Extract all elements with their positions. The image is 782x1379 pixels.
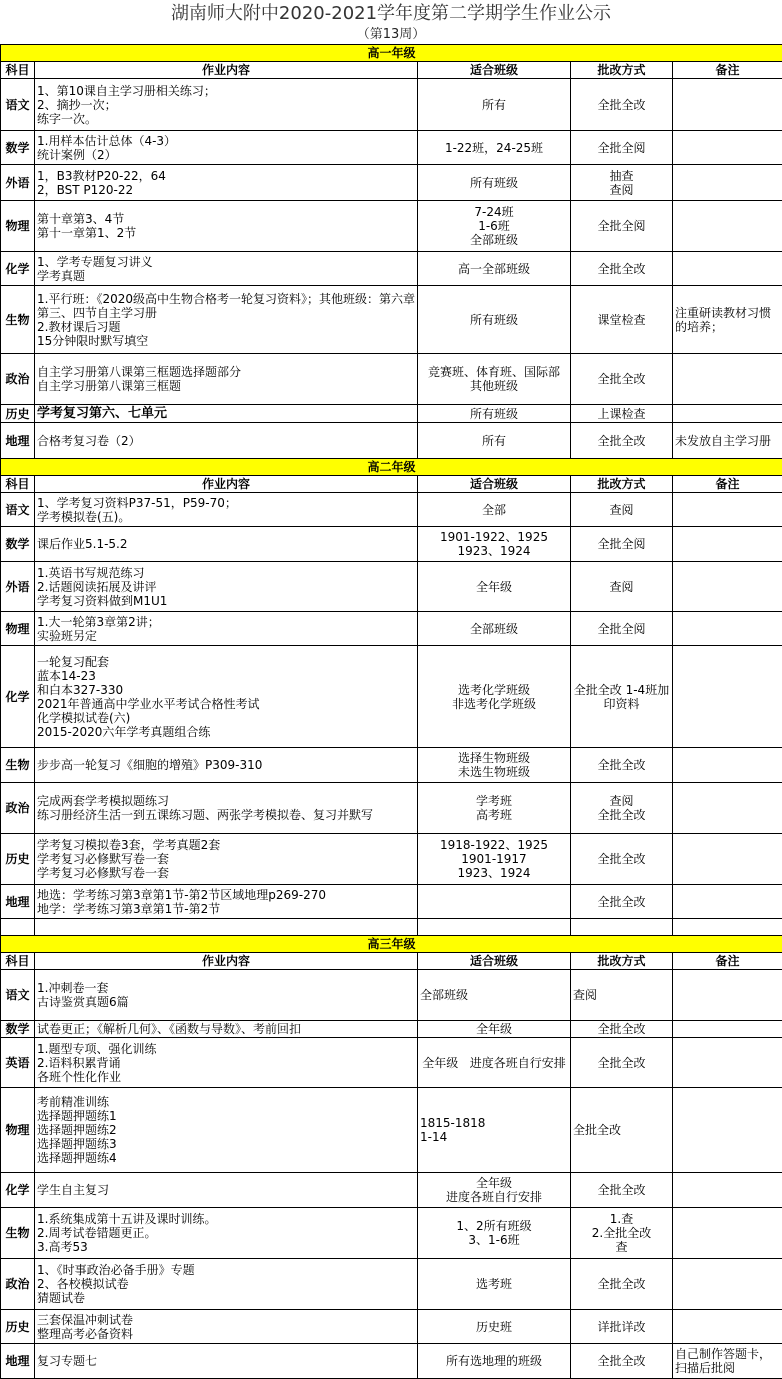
table-row (1, 423, 782, 459)
header-method: 批改方式 (571, 953, 673, 970)
note-cell: 自己制作答题卡，扫描后批阅 (673, 1344, 782, 1379)
subject-cell: 历史 (1, 405, 35, 423)
content-cell: 课后作业5.1-5.2 (35, 527, 418, 562)
method-cell: 课堂检查 (571, 286, 673, 354)
table-row (1, 1038, 782, 1088)
header-content: 作业内容 (35, 62, 418, 79)
note-cell: 注重研读教材习惯的培养； (673, 286, 782, 354)
subject-cell: 英语 (1, 1038, 35, 1088)
method-cell: 全批全改 (571, 252, 673, 286)
note-cell (673, 885, 782, 919)
note-cell (673, 1038, 782, 1088)
subject-cell: 生物 (1, 1208, 35, 1259)
note-cell (673, 252, 782, 286)
classes-cell: 1901-1922、1925 1923、1924 (418, 527, 571, 562)
classes-cell: 所有 (418, 79, 571, 131)
table-row (1, 1344, 782, 1379)
header-method: 批改方式 (571, 476, 673, 493)
table-row (1, 131, 782, 165)
content-cell: 试卷更正；《解析几何》、《函数与导数》、考前回扣 (35, 1021, 418, 1038)
content-cell: 学考复习模拟卷3套，学考真题2套 学考复习必修默写卷一套 学考复习必修默写卷一套 (35, 834, 418, 885)
note-cell (673, 612, 782, 646)
classes-cell: 1918-1922、1925 1901-1917 1923、1924 (418, 834, 571, 885)
classes-cell: 1、2所有班级 3、1-6班 (418, 1208, 571, 1259)
method-cell: 全批全改 1-4班加印资料 (571, 646, 673, 748)
header-row (1, 62, 782, 79)
classes-cell: 高一全部班级 (418, 252, 571, 286)
subject-cell: 生物 (1, 748, 35, 783)
classes-cell: 所有班级 (418, 405, 571, 423)
method-cell: 全批全阅 (571, 612, 673, 646)
classes-cell: 所有选地理的班级 (418, 1344, 571, 1379)
content-cell: 1、《时事政治必备手册》专题 2、各校模拟试卷 猜题试卷 (35, 1259, 418, 1310)
header-row (1, 476, 782, 493)
table-row (1, 1259, 782, 1310)
subject-cell: 外语 (1, 562, 35, 612)
note-cell (673, 748, 782, 783)
content-cell: 合格考复习卷（2） (35, 423, 418, 459)
subject-cell: 数学 (1, 1021, 35, 1038)
subject-cell: 化学 (1, 1173, 35, 1208)
method-cell: 查阅 (571, 562, 673, 612)
note-cell (673, 1310, 782, 1344)
table-row (1, 834, 782, 885)
subject-cell: 地理 (1, 423, 35, 459)
subject-cell: 数学 (1, 527, 35, 562)
method-cell: 全批全阅 (571, 131, 673, 165)
method-cell: 全批全改 (571, 79, 673, 131)
table-row (1, 1088, 782, 1173)
content-cell: 1、第10课自主学习册相关练习； 2、摘抄一次； 练字一次。 (35, 79, 418, 131)
subject-cell: 物理 (1, 1088, 35, 1173)
content-cell: 1、学考复习资料P37-51，P59-70； 学考模拟卷(五)。 (35, 493, 418, 527)
subject-cell: 化学 (1, 646, 35, 748)
content-cell: 步步高一轮复习《细胞的增殖》P309-310 (35, 748, 418, 783)
note-cell: 未发放自主学习册 (673, 423, 782, 459)
table-row (1, 1310, 782, 1344)
subject-cell: 外语 (1, 165, 35, 201)
header-classes: 适合班级 (418, 476, 571, 493)
method-cell: 全批全改 (571, 885, 673, 919)
classes-cell: 所有班级 (418, 286, 571, 354)
method-cell: 全批全改 (571, 1173, 673, 1208)
method-cell: 全批全改 (571, 423, 673, 459)
content-cell: 1.用样本估计总体（4-3） 统计案例（2） (35, 131, 418, 165)
header-note: 备注 (673, 62, 782, 79)
method-cell: 全批全改 (571, 1344, 673, 1379)
table-row (1, 612, 782, 646)
content-cell: 学考复习第六、七单元 (35, 405, 418, 423)
table-row (1, 165, 782, 201)
note-cell (673, 970, 782, 1021)
grade-row (1, 459, 782, 476)
grade-title: 高一年级 (1, 45, 782, 62)
subject-cell: 生物 (1, 286, 35, 354)
subject-cell: 物理 (1, 612, 35, 646)
grade-row (1, 45, 782, 62)
method-cell: 全批全改 (571, 834, 673, 885)
content-cell: 1、学考专题复习讲义 学考真题 (35, 252, 418, 286)
method-cell: 全批全阅 (571, 201, 673, 252)
table-row (1, 885, 782, 919)
subject-cell: 物理 (1, 201, 35, 252)
header-note: 备注 (673, 953, 782, 970)
note-cell (673, 1259, 782, 1310)
note-cell (673, 919, 782, 936)
subject-cell: 政治 (1, 783, 35, 834)
content-cell: 1，B3教材P20-22，64 2，BST P120-22 (35, 165, 418, 201)
subject-cell: 语文 (1, 493, 35, 527)
subject-cell: 地理 (1, 885, 35, 919)
table-row (1, 405, 782, 423)
page-title: 湖南师大附中2020-2021学年度第二学期学生作业公示 (0, 0, 782, 26)
method-cell: 全批全阅 (571, 527, 673, 562)
note-cell (673, 562, 782, 612)
subject-cell: 政治 (1, 354, 35, 405)
method-cell: 全批全改 (571, 1021, 673, 1038)
classes-cell: 全部班级 (418, 612, 571, 646)
table-row (1, 783, 782, 834)
page-subtitle: （第13周） (0, 26, 782, 44)
header-classes: 适合班级 (418, 953, 571, 970)
method-cell: 上课检查 (571, 405, 673, 423)
method-cell: 全批全改 (571, 748, 673, 783)
note-cell (673, 834, 782, 885)
subject-cell: 地理 (1, 1344, 35, 1379)
table-row (1, 1021, 782, 1038)
classes-cell: 全年级 进度各班自行安排 (418, 1173, 571, 1208)
classes-cell: 1-22班，24-25班 (418, 131, 571, 165)
classes-cell: 所有 (418, 423, 571, 459)
content-cell (35, 919, 418, 936)
content-cell: 考前精准训练 选择题押题练1 选择题押题练2 选择题押题练3 选择题押题练4 (35, 1088, 418, 1173)
table-row (1, 252, 782, 286)
method-cell (571, 919, 673, 936)
content-cell: 1.冲刺卷一套 古诗鉴赏真题6篇 (35, 970, 418, 1021)
table-row (1, 79, 782, 131)
classes-cell: 7-24班 1-6班 全部班级 (418, 201, 571, 252)
table-row (1, 970, 782, 1021)
note-cell (673, 527, 782, 562)
content-cell: 地选：学考练习第3章第1节-第2节区域地理p269-270 地学：学考练习第3章第1节-第2节 (35, 885, 418, 919)
header-subject: 科目 (1, 62, 35, 79)
classes-cell (418, 919, 571, 936)
classes-cell: 选考班 (418, 1259, 571, 1310)
note-cell (673, 1021, 782, 1038)
subject-cell: 政治 (1, 1259, 35, 1310)
subject-cell: 历史 (1, 1310, 35, 1344)
note-cell (673, 165, 782, 201)
method-cell: 全批全改 (571, 1088, 673, 1173)
table-row (1, 286, 782, 354)
note-cell (673, 783, 782, 834)
header-row (1, 953, 782, 970)
subject-cell: 数学 (1, 131, 35, 165)
note-cell (673, 1088, 782, 1173)
table-row (1, 562, 782, 612)
classes-cell: 所有班级 (418, 165, 571, 201)
content-cell: 自主学习册第八课第三框题选择题部分 自主学习册第八课第三框题 (35, 354, 418, 405)
subject-cell: 语文 (1, 79, 35, 131)
table-row (1, 919, 782, 936)
note-cell (673, 1208, 782, 1259)
method-cell: 全批全改 (571, 1038, 673, 1088)
subject-cell: 语文 (1, 970, 35, 1021)
classes-cell: 全部 (418, 493, 571, 527)
header-subject: 科目 (1, 953, 35, 970)
classes-cell: 全部班级 (418, 970, 571, 1021)
content-cell: 1.系统集成第十五讲及课时训练。 2.周考试卷错题更正。 3.高考53 (35, 1208, 418, 1259)
classes-cell (418, 885, 571, 919)
header-subject: 科目 (1, 476, 35, 493)
grade-row (1, 936, 782, 953)
method-cell: 查阅 (571, 970, 673, 1021)
table-row (1, 646, 782, 748)
note-cell (673, 646, 782, 748)
note-cell (673, 131, 782, 165)
table-row (1, 748, 782, 783)
header-content: 作业内容 (35, 476, 418, 493)
classes-cell: 全年级 进度各班自行安排 (418, 1038, 571, 1088)
content-cell: 一轮复习配套 蓝本14-23 和白本327-330 2021年普通高中学业水平考试合格性考试 化学模拟试卷(六) 2015-2020六年学考真题组合练 (35, 646, 418, 748)
content-cell: 复习专题七 (35, 1344, 418, 1379)
method-cell: 查阅 全批全改 (571, 783, 673, 834)
method-cell: 详批详改 (571, 1310, 673, 1344)
subject-cell: 化学 (1, 252, 35, 286)
method-cell: 全批全改 (571, 354, 673, 405)
header-method: 批改方式 (571, 62, 673, 79)
content-cell: 1.大一轮第3章第2讲； 实验班另定 (35, 612, 418, 646)
note-cell (673, 405, 782, 423)
table-row (1, 527, 782, 562)
classes-cell: 学考班 高考班 (418, 783, 571, 834)
note-cell (673, 1173, 782, 1208)
classes-cell: 全年级 (418, 1021, 571, 1038)
note-cell (673, 354, 782, 405)
note-cell (673, 79, 782, 131)
table-row (1, 1173, 782, 1208)
table-row (1, 1208, 782, 1259)
homework-table (0, 44, 782, 1379)
header-classes: 适合班级 (418, 62, 571, 79)
method-cell: 1.查 2.全批全改 查 (571, 1208, 673, 1259)
method-cell: 抽查 查阅 (571, 165, 673, 201)
method-cell: 全批全改 (571, 1259, 673, 1310)
classes-cell: 竞赛班、体育班、国际部 其他班级 (418, 354, 571, 405)
content-cell: 1.题型专项、强化训练 2.语料积累背诵 各班个性化作业 (35, 1038, 418, 1088)
table-row (1, 354, 782, 405)
classes-cell: 1815-1818 1-14 (418, 1088, 571, 1173)
content-cell: 第十章第3、4节 第十一章第1、2节 (35, 201, 418, 252)
note-cell (673, 201, 782, 252)
classes-cell: 选择生物班级 未选生物班级 (418, 748, 571, 783)
table-row (1, 201, 782, 252)
subject-cell: 历史 (1, 834, 35, 885)
method-cell: 查阅 (571, 493, 673, 527)
content-cell: 1.平行班：《2020级高中生物合格考一轮复习资料》；其他班级：第六章第三、四节自主学习册 2.教材课后习题 15分钟限时默写填空 (35, 286, 418, 354)
content-cell: 1.英语书写规范练习 2.话题阅读拓展及讲评 学考复习资料做到M1U1 (35, 562, 418, 612)
content-cell: 学生自主复习 (35, 1173, 418, 1208)
content-cell: 完成两套学考模拟题练习 练习册经济生活一到五课练习题、两张学考模拟卷、复习并默写 (35, 783, 418, 834)
subject-cell (1, 919, 35, 936)
note-cell (673, 493, 782, 527)
table-row (1, 493, 782, 527)
header-content: 作业内容 (35, 953, 418, 970)
classes-cell: 选考化学班级 非选考化学班级 (418, 646, 571, 748)
content-cell: 三套保温冲刺试卷 整理高考必备资料 (35, 1310, 418, 1344)
classes-cell: 历史班 (418, 1310, 571, 1344)
grade-title: 高三年级 (1, 936, 782, 953)
classes-cell: 全年级 (418, 562, 571, 612)
grade-title: 高二年级 (1, 459, 782, 476)
header-note: 备注 (673, 476, 782, 493)
